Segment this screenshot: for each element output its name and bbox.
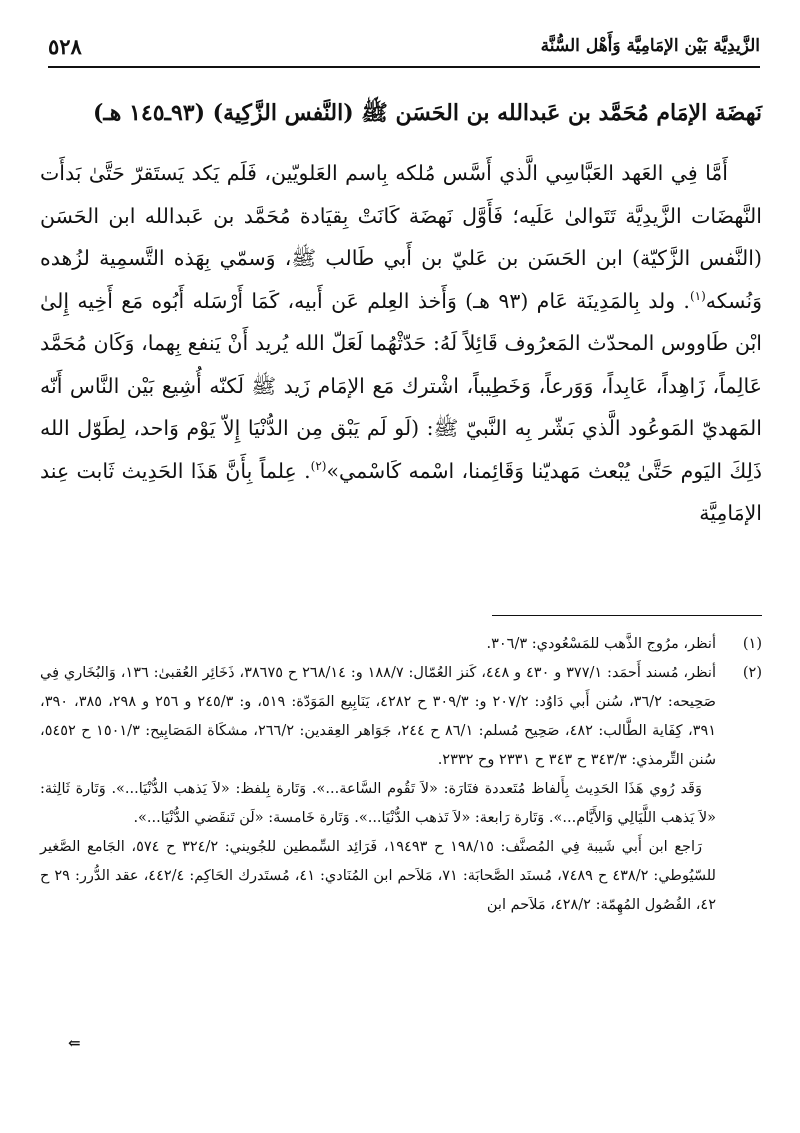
footnote-2-variants: وَقَد رُوي هَذَا الحَدِيث بِأَلفاظ مُتَعددة فتَارَة: «لاَ تَقُوم السَّاعة...». وَتَارة بِلفظ: «لاَ يَذهب الدُّنْيَا...». وَتَارة ثَالِثة: «لاَ يَذهب اللَّيَالِي وَالأَيَّام...». وَتَارة رَابعة: «لاَ تَذهب الدُّنْيَا...». وَتَارة خَامسة: «لَن تَنقَضي الدُّنْيَا...». [40, 781, 716, 826]
body-text [40, 152, 762, 535]
footnote-1 [40, 630, 762, 659]
footnote-2-references: رَاجع ابن أَبي شَيبة فِي المُصنَّف: ١٩٨/١٥ ح ١٩٤٩٣، فَرَائِد السِّمطين للجُويني: ٣٢٤/٢ ح ٥٧٤، الجَامع الصَّغير للسّيُوطي: ٤٣٨/٢ ح ٧٤٨٩، مُسنَد الصَّحابَة: ٧١، مَلاَحم ابن المُنَادي: ٤١، مُستَدرك الحَاكِم: ٤٤٢/٤، عقد الدُّرر: ٢٩ ح ٤٢، الفُصُول المُهِمّة: ٤٢٨/٢، مَلاَحم ابن [40, 839, 716, 913]
footnotes [40, 630, 762, 920]
body-text-part-3: . عِلماً بِأَنَّ هَذَا الحَدِيث ثَابت عِند الإمَامِيَّة [40, 458, 762, 525]
section-title: نَهضَة الإمَام مُحَمَّد بن عَبدالله بن الحَسَن ﷺ (النَّفس الزَّكِية) (٩٣ـ١٤٥ هـ) [92, 100, 762, 126]
body-text-part-2: . ولد بِالمَدِينَة عَام (٩٣ هـ) وَأَخذ العِلم عَن أَبيه، كَمَا أَرْسَله أَبُوه مَع أَخِيه إِلىٰ ابْن طَاووس المحدّث المَعرُوف قَائِلاً لَهُ: حَدّثْهُما لَعَلّ الله يُريد أَنْ يَنفع بِهما، وَكَان مُحَمَّد عَالِماً، زَاهِداً، عَابِداً، وَوَرعاً، وَخَطِيباً، اشْترك مَع الإمَام زَيد ﷺ لَكنّه أُشِيع بَيْن النَّاس أَنّه المَهديّ المَوعُود الَّذي بَشّر بِه النَّبيّ ﷺ: (لَو لَم يَبْق مِن الدُّنْيَا إِلاّ يَوْم وَاحد، لِطَوّل الله ذَلِكَ اليَوم حَتَّىٰ يُبْعث مَهديّنا وَقَائِمنا، اسْمه كَاسْمي» [40, 288, 762, 483]
footnote-2-text: أنظر، مُسند أَحمَد: ٣٧٧/١ و ٤٣٠ و ٤٤٨، كَنز العُمّال: ١٨٨/٧ و: ٢٦٨/١٤ ح ٣٨٦٧٥، ذَخَائِر العُقبىٰ: ١٣٦، وَالبُخَاري فِي صَحِيحه: ٣٦/٢، سُنن أَبي دَاوُد: ٢٠٧/٢ و: ٣٠٩/٣ ح ٤٢٨٢، يَنَابِيع المَوَدّة: ٥١٩، و: ٢٤٥/٣ و ٢٥٦ و ٢٩٨، ٣٨٥، ٣٩٠، ٣٩١، كِفَاية الطَّالب: ٤٨٢، صَحِيح مُسلم: ٨٦/١ ح ٢٤٤، جَوَاهر العِقدين: ٢٦٦/٢، مشكَاة المَصَابِيح: ١٥٠١/٣ ح ٥٤٥٢، سُنن التِّرمذي: ٣٤٣/٣ ح ٣٤٣ ح ٢٣٣١ وح ٢٣٣٢. [40, 665, 717, 768]
footnote-2 [40, 659, 762, 775]
footnote-1-text: أنظر، مرُوج الذَّهب للمَسْعُودي: ٣٠٦/٣. [486, 636, 716, 652]
footnote-separator [492, 615, 762, 616]
footnote-2-number: (٢) [742, 665, 762, 681]
header-rule [48, 66, 760, 68]
body-text-part-1: أَمَّا فِي العَهد العَبَّاسِي الَّذي أَسَّس مُلكه بِاسم العَلويّين، فَلَم يَكد يَستَقرّ حَتَّىٰ بَدأَت النَّهضَات الزَّيدِيَّة تَتَوالىٰ عَلَيه؛ فَأَوَّل نَهضَة كَانَتْ بِقيَادة مُحَمَّد بن عَبدالله ابن الحَسَن (النَّفس الزَّكيّة) ابن الحَسَن بن عَليّ بن أَبي طَالب ﷺ، وَسمّي بِهَذه التَّسمِية لزُهده وَنُسكه [40, 161, 762, 313]
footnote-1-number: (١) [742, 636, 762, 652]
footnote-marker-1[interactable]: (١) [689, 288, 706, 303]
footnote-marker-2[interactable]: (٢) [310, 458, 327, 473]
continuation-arrow-icon: ⇐ [68, 1034, 81, 1052]
running-header [48, 28, 760, 64]
page-number: ٥٢٨ [48, 33, 82, 59]
body-paragraph [40, 152, 762, 535]
running-header-title: الزَّيدِيَّة بَيْن الإمَامِيَّة وَأَهْل السُّنَّة [540, 36, 760, 56]
